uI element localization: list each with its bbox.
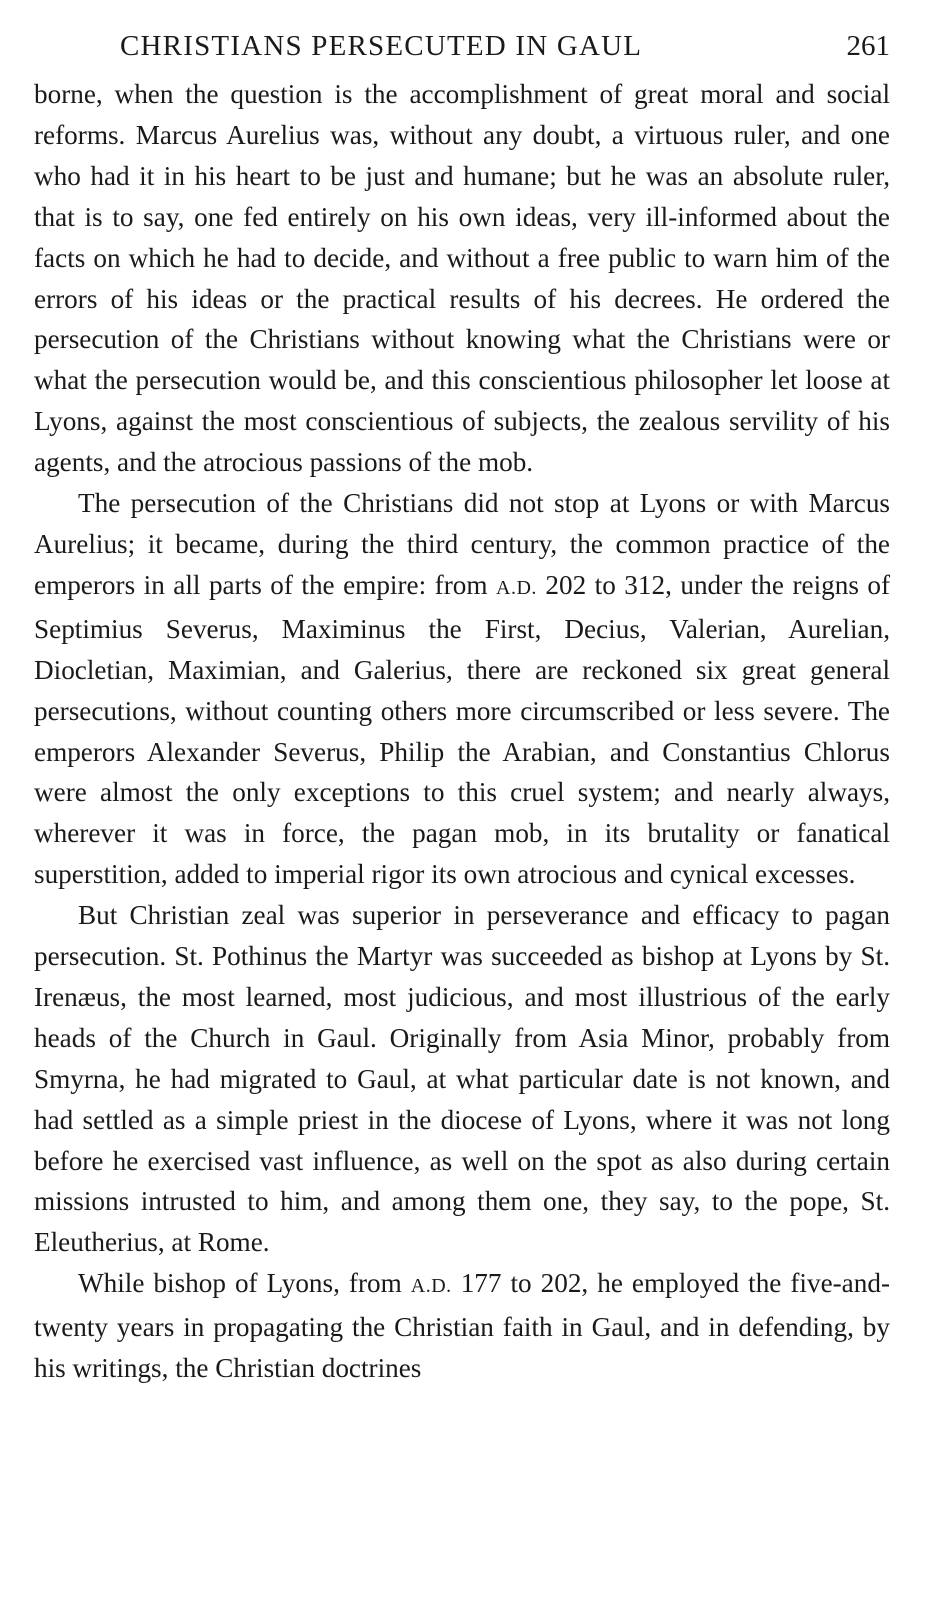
era-abbreviation: A.D. — [496, 576, 537, 599]
book-page — [34, 22, 890, 1389]
page-number: 261 — [846, 30, 890, 62]
era-abbreviation: A.D. — [410, 1275, 452, 1298]
body-text — [34, 74, 890, 1389]
paragraph-3: But Christian zeal was superior in perseverance and efficacy to pagan persecution. St. Pothinus the Martyr was succeeded as bishop at Lyons by St. Irenæus, the most learned, most judicious, and most illustrious of the early heads of the Church in Gaul. Originally from Asia Minor, probably from Smyrna, he had migrated to Gaul, at what particular date is not known, and had settled as a simple priest in the diocese of Lyons, where it was not long before he exercised vast influence, as well on the spot as also during certain missions intrusted to him, and among them one, they say, to the pope, St. Eleutherius, at Rome. — [34, 900, 890, 1258]
paragraph-4-part-1: While bishop of Lyons, from — [78, 1268, 402, 1299]
paragraph-4-part-2: 177 to 202, he employed the five-and-twenty years in propagating the Christian faith in Gaul, and in defending, by his writings, the Christian doctrines — [34, 1268, 890, 1384]
running-title: CHRISTIANS PERSECUTED IN GAUL — [120, 30, 643, 62]
paragraph-2 — [34, 483, 890, 895]
paragraph-2-part-2: 202 to 312, under the reigns of Septimius Severus, Maximinus the First, Decius, Valerian, Aurelian, Diocletian, Maximian, and Galerius, there are reckoned six great general persecutions, without counting others more circumscribed or less severe. The emperors Alexander Severus, Philip the Arabian, and Constantius Chlorus were almost the only exceptions to this cruel system; and nearly always, wherever it was in force, the pagan mob, in its brutality or fanatical superstition, added to imperial rigor its own atrocious and cynical excesses. — [34, 569, 891, 890]
paragraph-2-part-1: The persecution of the Christians did not stop at Lyons or with Marcus Aurelius; it became, during the third century, the common practice of the emperors in all parts of the empire: from — [34, 488, 890, 600]
running-header — [34, 22, 890, 74]
paragraph-4 — [34, 1263, 890, 1389]
paragraph-1: borne, when the question is the accomplishment of great moral and social reforms. Marcus Aurelius was, without any doubt, a virtuous ruler, and one who had it in his heart to be just and humane; but he was an absolute ruler, that is to say, one fed entirely on his own ideas, very ill-informed about the facts on which he had to decide, and without a free public to warn him of the errors of his ideas or the practical results of his decrees. He ordered the persecution of the Christians without knowing what the Christians were or what the persecution would be, and this conscientious philosopher let loose at Lyons, against the most conscientious of subjects, the zealous servility of his agents, and the atrocious passions of the mob. — [34, 79, 890, 478]
